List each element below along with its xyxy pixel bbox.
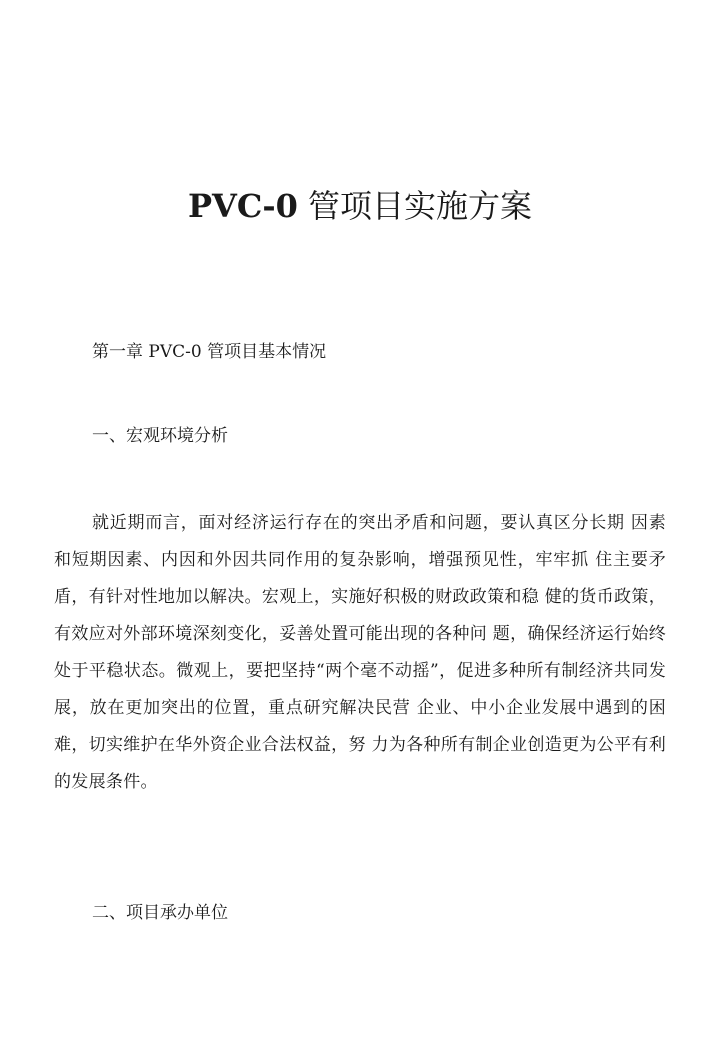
chapter-heading: 第一章 PVC-0 管项目基本情况 — [92, 342, 327, 362]
document-title — [0, 183, 720, 229]
document-title-cjk: 管项目实施方案 — [297, 187, 533, 225]
document-title-latin: PVC-0 — [187, 187, 298, 225]
section-heading-macro-environment: 一、宏观环境分析 — [92, 426, 228, 446]
section-heading-project-unit: 二、项目承办单位 — [92, 903, 228, 923]
body-paragraph: 就近期而言，面对经济运行存在的突出矛盾和问题，要认真区分长期 因素和短期因素、内因和外因共同作用的复杂影响，增强预见性，牢牢抓 住主要矛盾，有针对性地加以解决。宏观上，实施好积极的财政政策和稳 健的货币政策，有效应对外部环境深刻变化，妥善处置可能出现的各种问 题，确保经济运行始终处于平稳状态。微观上，要把坚持“两个毫不动摇”，促进多种所有制经济共同发展，放在更加突出的位置，重点研究解决民营 企业、中小企业发展中遇到的困难，切实维护在华外资企业合法权益，努 力为各种所有制企业创造更为公平有利的发展条件。 — [54, 513, 666, 792]
